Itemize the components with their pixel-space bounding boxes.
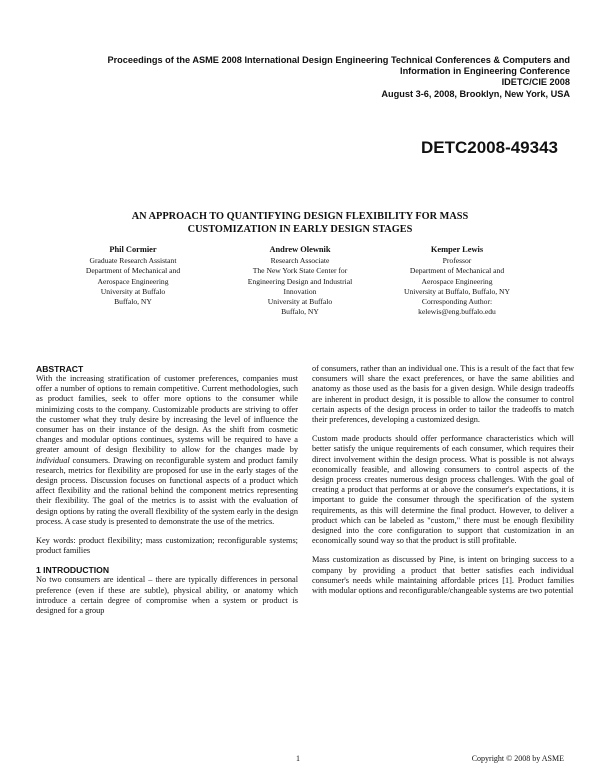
author-name: Kemper Lewis [430, 245, 484, 254]
author-name: Andrew Olewnik [269, 245, 331, 254]
paper-title [60, 210, 540, 236]
author-block [225, 245, 375, 317]
author-affiliation-line: The New York State Center for [252, 266, 348, 276]
author-affiliation-line: Engineering Design and Industrial [247, 276, 353, 286]
author-affiliation-line: Innovation [283, 286, 317, 296]
introduction-paragraph: No two consumers are identical – there are typically differences in personal preference (even if these are subtle), physical ability, or anatomy which introduce a certain degree of compromise when a system or product is designed for a group [36, 575, 298, 616]
paper-id: DETC2008-49343 [420, 138, 558, 157]
left-column [36, 364, 298, 625]
author-affiliation-line: University at Buffalo [267, 297, 333, 307]
author-affiliation-line: Department of Mechanical and [85, 266, 181, 276]
author-block [58, 245, 208, 307]
body-paragraph: of consumers, rather than an individual one. This is a result of the fact that few consumers will share the exact preferences, or have the same abilities and anatomy as those used as the basis for a given design. While design tradeoffs are inherent in product design, it is possible to allow the consumer to control certain aspects of the design process in order to tailor the tradeoffs to match their preferences, developing a customized design. [312, 364, 574, 425]
author-affiliation-line: Graduate Research Assistant [89, 256, 177, 266]
introduction-heading: 1 INTRODUCTION [36, 565, 110, 576]
abstract-text: With the increasing stratification of customer preferences, companies must offer a number of options to remain competitive. Current methodologies, such as product families, seek to offer more options to the consumer while minimizing costs to the company. Customizable products are striving to offer the customer what they truly desire by increasing the level of influence the consumer has on their instance of the design. As the shift from cosmetic changes and modular options continues, systems will be required to have a greater amount of design flexibility to allow for the changes made by [36, 374, 298, 455]
author-affiliation-line: University at Buffalo, Buffalo, NY [403, 286, 511, 296]
author-affiliation-line: University at Buffalo [100, 286, 166, 296]
author-affiliation-line: Buffalo, NY [114, 297, 152, 307]
author-email: kelewis@eng.buffalo.edu [418, 307, 496, 317]
author-name: Phil Cormier [109, 245, 157, 254]
body-paragraph: Custom made products should offer performance characteristics which will better satisfy the unique requirements of each consumer, which requires their direct involvement within the design process. What is possible is not always economically feasible, and allowing consumers to control aspects of the design process creates numerous design process challenges. With the goal of creating a product that performs at or above the consumer's expectations, it is important to guide the consumer through the specification of the system requirements, as this will determine the final product. However, to deliver a product which can be labeled as "custom," there must be enough flexibility designed into the core configuration to support that customization in an economically sound way so that the product is still profitable. [312, 434, 574, 546]
abstract-paragraph [36, 374, 298, 527]
title-line: AN APPROACH TO QUANTIFYING DESIGN FLEXIBILITY FOR MASS [131, 211, 469, 222]
conference-header [50, 55, 570, 100]
author-affiliation-line: Research Associate [270, 256, 330, 266]
conference-line: August 3-6, 2008, Brooklyn, New York, USA [381, 88, 570, 99]
author-affiliation-line: Corresponding Author: [421, 297, 493, 307]
author-block [382, 245, 532, 317]
conference-line: Proceedings of the ASME 2008 International Design Engineering Technical Conferences & Computers and [107, 55, 570, 65]
author-affiliation-line: Aerospace Engineering [97, 276, 169, 286]
title-line: CUSTOMIZATION IN EARLY DESIGN STAGES [187, 224, 413, 235]
author-affiliation-line: Buffalo, NY [281, 307, 319, 317]
abstract-text: consumers. Drawing on reconfigurable system and product family research, metrics for flexibility are proposed for use in the early stages of the design process. Discussion focuses on functional aspects of a product which affect flexibility and the rational behind the component metrics representing their flexibility. The goal of the metrics is to assist with the evaluation of design options by rating the overall flexibility of the system early in the design process. A case study is presented to demonstrate the use of the metrics. [36, 455, 298, 526]
abstract-heading: ABSTRACT [36, 364, 84, 374]
conference-line: Information in Engineering Conference [400, 66, 570, 77]
abstract-italic-word: individual [36, 455, 70, 465]
keywords: Key words: product flexibility; mass customization; reconfigurable systems; product families [36, 536, 298, 556]
author-affiliation-line: Aerospace Engineering [421, 276, 493, 286]
page-number: 1 [296, 754, 300, 763]
right-column [312, 364, 574, 605]
copyright-notice: Copyright © 2008 by ASME [471, 754, 564, 763]
author-affiliation-line: Department of Mechanical and [409, 266, 505, 276]
author-affiliation-line: Professor [442, 256, 472, 266]
body-paragraph: Mass customization as discussed by Pine, is intent on bringing success to a company by providing a product that better satisfies each individual consumer's needs while maintaining affordable prices [1]. Product families with modular options and reconfigurable/changeable systems are two potential [312, 555, 574, 596]
conference-line: IDETC/CIE 2008 [501, 77, 570, 88]
